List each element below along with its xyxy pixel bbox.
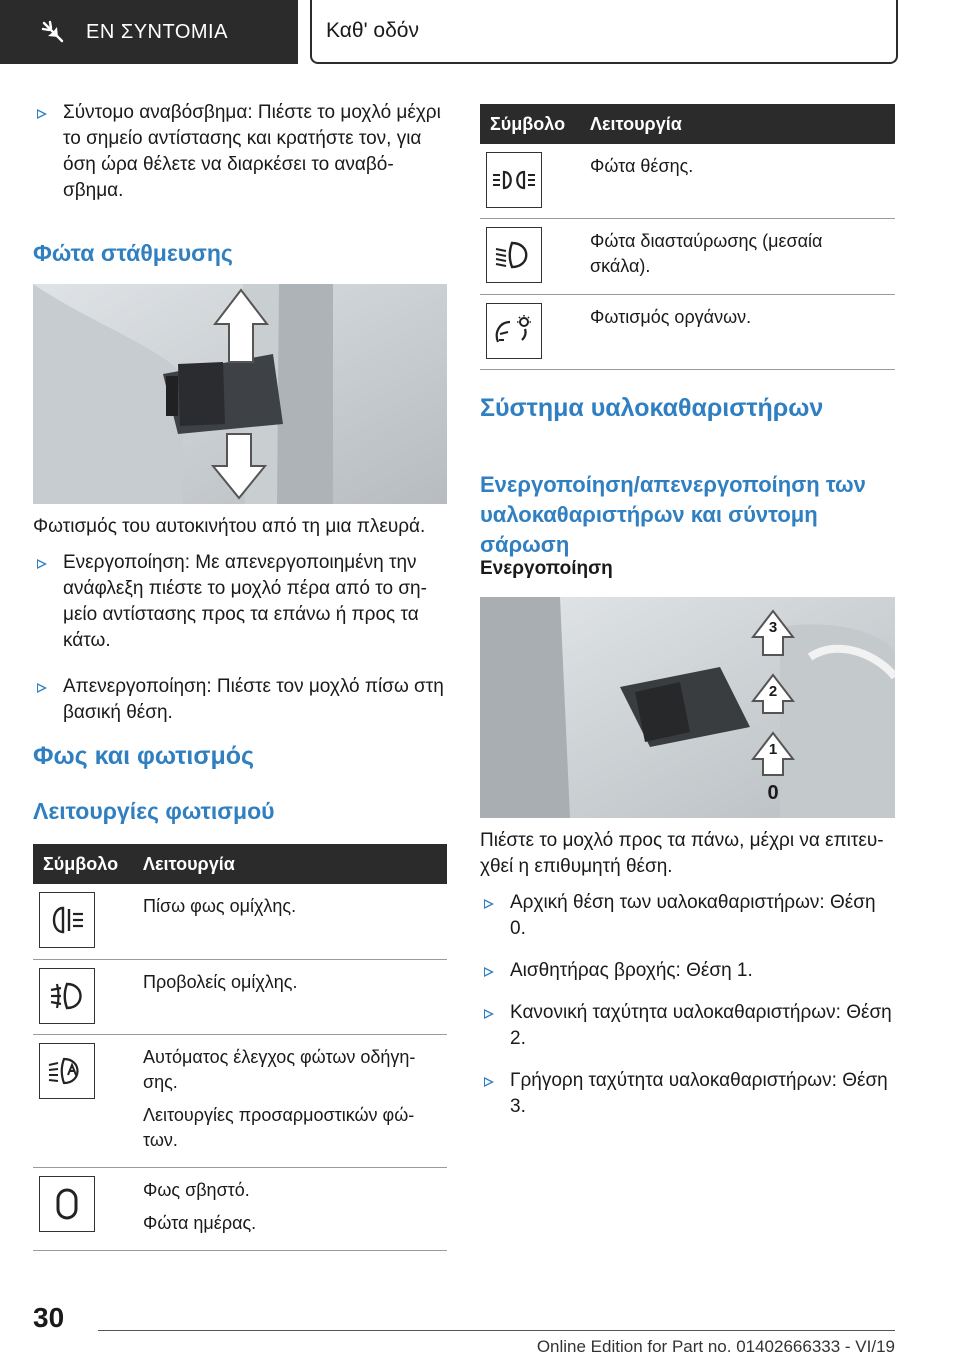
row-text: Φώτα θέσης.: [590, 156, 694, 176]
edition-text: Online Edition for Part no. 01402666333 - VI/19: [536, 1337, 895, 1356]
lever-illustration: [33, 284, 447, 504]
wiper-bullet-3: [480, 1000, 895, 1052]
row-text: Φως σβηστό.: [143, 1179, 250, 1200]
wiper-subheading: Ενεργοποίηση/απενεργοποίηση των υαλοκαθαριστήρων και σύντομη σάρωση: [480, 472, 866, 558]
section-title-box: [310, 0, 898, 64]
table-row: [480, 144, 895, 219]
instrument-lighting-icon: [492, 314, 536, 348]
wiper-bullet-4-text: Γρήγορη ταχύτητα υαλοκαθαριστήρων: Θέση 3.: [510, 1070, 888, 1117]
wiper-position-1-label: 1: [768, 741, 778, 758]
lights-subheading: Λειτουργίες φωτισμού: [33, 798, 275, 824]
col-symbol-header: Σύμβολο: [33, 844, 133, 884]
sparkle-icon: [40, 19, 66, 45]
wiper-position-2-label: 2: [768, 683, 778, 700]
parking-caption: Φωτισμός του αυτοκινήτου από τη μια πλευρά.: [33, 516, 426, 537]
row-text: Πίσω φως ομίχλης.: [143, 896, 297, 916]
footer-divider: [98, 1330, 895, 1331]
lighting-table-left: [33, 844, 447, 1251]
col-symbol-header: Σύμβολο: [480, 104, 580, 144]
wiper-position-0-label: 0: [767, 782, 779, 804]
page-number: 30: [33, 1302, 65, 1333]
table-row: [33, 884, 447, 959]
wiper-bullet-2: [480, 958, 895, 984]
low-beam-icon: [493, 239, 535, 271]
wiper-heading: Σύστημα υαλοκαθαριστήρων: [480, 394, 824, 422]
table-row: [33, 1034, 447, 1167]
row-text: Φώτα διασταύρωσης (μεσαία σκάλα).: [590, 231, 823, 276]
wiper-bullet-1-text: Αρχική θέση των υαλοκαθαριστήρων: Θέση 0.: [510, 892, 876, 939]
intro-bullet: [33, 100, 447, 204]
section-tab[interactable]: [0, 0, 298, 64]
col-function-header: Λειτουργία: [580, 104, 895, 144]
auto-headlight-icon: [46, 1055, 88, 1087]
parking-bullet-2: [33, 674, 447, 726]
left-column: [33, 100, 447, 204]
bullet-arrow-icon: [37, 683, 47, 693]
bullet-arrow-icon: [484, 1077, 494, 1087]
parking-lights-icon: [491, 168, 537, 192]
row-text: Προβολείς ομίχλης.: [143, 971, 298, 992]
bullet-arrow-icon: [484, 1009, 494, 1019]
parking-lever-figure: [33, 284, 447, 504]
rear-fog-light-icon: [47, 905, 87, 935]
col-function-header: Λειτουργία: [133, 844, 447, 884]
row-text: Αυτόματος έλεγχος φώτων οδήγη-σης.: [143, 1046, 416, 1092]
wiper-position-3-label: 3: [768, 619, 778, 636]
table-row: [33, 959, 447, 1034]
row-text: Λειτουργίες προσαρμοστικών φώ-των.: [143, 1104, 415, 1150]
section-tab-label: ΕΝ ΣΥΝΤΟΜΙΑ: [86, 20, 228, 43]
wiper-bullet-2-text: Αισθητήρας βροχής: Θέση 1.: [510, 960, 753, 981]
wiper-caption: Πιέστε το μοχλό προς τα πάνω, μέχρι να επιτευ-χθεί η επιθυμητή θέση.: [480, 830, 884, 877]
intro-bullet-text: Σύντομο αναβόσβημα: Πιέστε το μοχλό μέχρι το σημείο αντίστασης και κρατήστε τον, για όση ώρα θέλετε να διαρκέσει το αναβό-σβημα.: [63, 102, 441, 201]
wiper-bullet-1: [480, 890, 895, 942]
table-row: [480, 219, 895, 295]
wiper-bullet-4: [480, 1068, 895, 1120]
parking-heading: Φώτα στάθμευσης: [33, 240, 233, 266]
front-fog-lights-icon: [47, 980, 87, 1012]
lights-off-icon: [52, 1186, 82, 1222]
bullet-arrow-icon: [37, 109, 47, 119]
activation-heading: Ενεργοποίηση: [480, 558, 613, 579]
wiper-bullet-3-text: Κανονική ταχύτητα υαλοκαθαριστήρων: Θέση 2.: [510, 1002, 892, 1049]
bullet-arrow-icon: [484, 967, 494, 977]
parking-bullet-1: [33, 550, 447, 654]
lights-heading: Φως και φωτισμός: [33, 742, 255, 770]
wiper-lever-figure: [480, 597, 895, 818]
row-text: Φώτα ημέρας.: [143, 1212, 257, 1233]
table-row: [33, 1167, 447, 1250]
parking-bullet-1-text: Ενεργοποίηση: Με απενεργοποιημένη την ανάφλεξη πιέστε το μοχλό πέρα από το ση-μείο αντίστασης προς τα επάνω ή προς τα κάτω.: [63, 552, 427, 651]
table-row: [480, 295, 895, 370]
section-title: Καθ' οδόν: [326, 19, 419, 42]
wiper-illustration: [480, 597, 895, 818]
lighting-table-right: [480, 104, 895, 370]
bullet-arrow-icon: [37, 559, 47, 569]
bullet-arrow-icon: [484, 899, 494, 909]
parking-bullet-2-text: Απενεργοποίηση: Πιέστε τον μοχλό πίσω στη βασική θέση.: [63, 676, 444, 723]
row-text: Φωτισμός οργάνων.: [590, 307, 752, 327]
